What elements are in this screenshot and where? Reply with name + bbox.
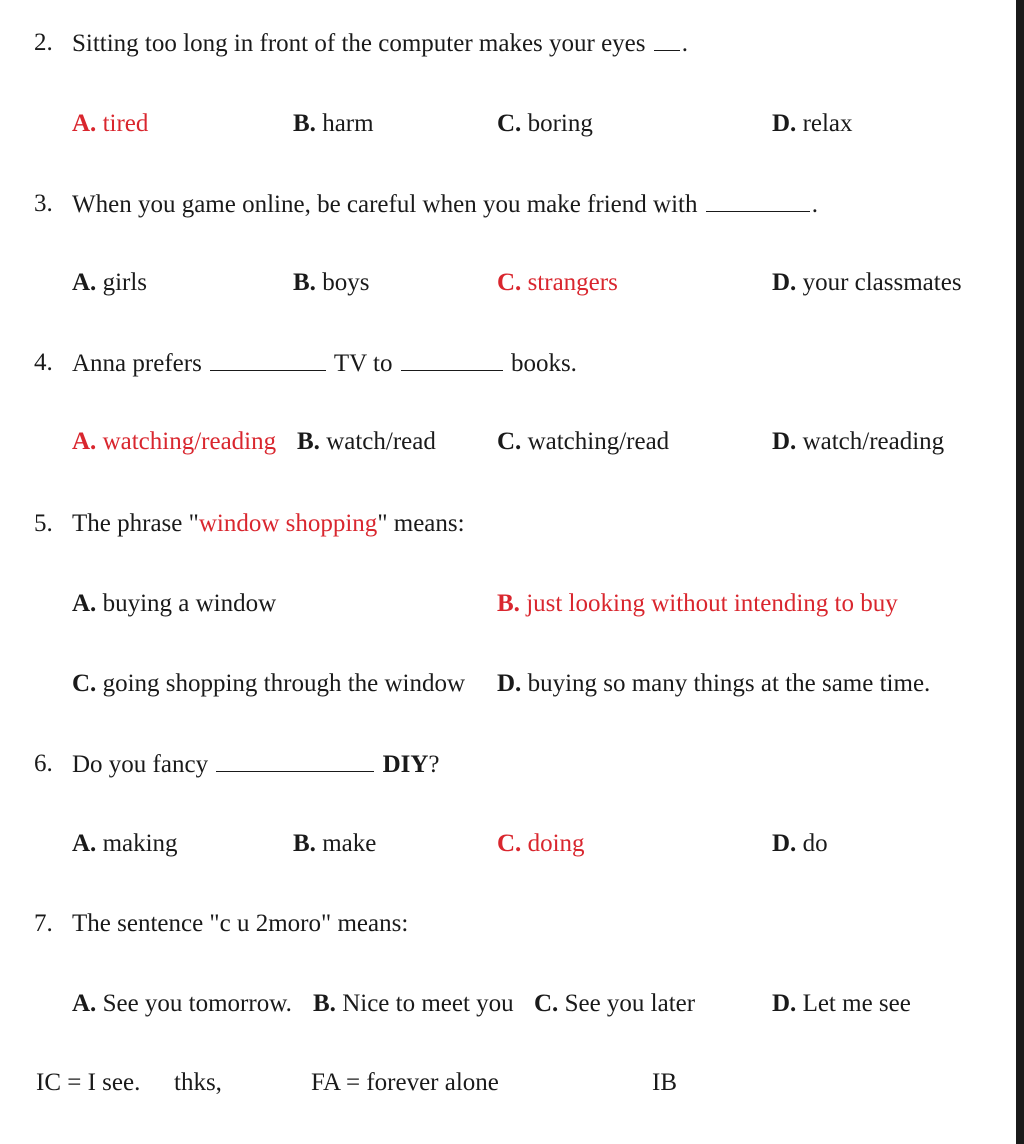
- question-text: Anna prefers TV to books.: [72, 350, 577, 377]
- option-a[interactable]: A. girls: [72, 269, 148, 296]
- option-a[interactable]: A. watching/reading: [72, 428, 277, 455]
- option-b[interactable]: B. boys: [293, 269, 370, 296]
- note-ib: IB: [652, 1069, 677, 1096]
- question-number: 5.: [34, 510, 53, 537]
- question-number: 3.: [34, 190, 53, 217]
- option-b[interactable]: B. make: [293, 830, 377, 857]
- option-d[interactable]: D. your classmates: [772, 269, 962, 296]
- option-d[interactable]: D. buying so many things at the same time.: [497, 670, 931, 697]
- answer-blank-2: [401, 348, 503, 371]
- option-d[interactable]: D. Let me see: [772, 990, 911, 1017]
- question-number: 6.: [34, 750, 53, 777]
- option-b[interactable]: B. harm: [293, 110, 374, 137]
- option-b[interactable]: B. watch/read: [297, 428, 436, 455]
- option-d[interactable]: D. do: [772, 830, 828, 857]
- question-text: The sentence "c u 2moro" means:: [72, 910, 409, 937]
- option-c[interactable]: C. See you later: [534, 990, 696, 1017]
- note-thks: thks,: [174, 1069, 222, 1096]
- highlighted-phrase: window shopping: [198, 510, 378, 537]
- note-ic: IC = I see.: [36, 1069, 141, 1096]
- note-fa: FA = forever alone: [311, 1069, 499, 1096]
- question-number: 4.: [34, 349, 53, 376]
- option-c[interactable]: C. going shopping through the window: [72, 670, 466, 697]
- option-c[interactable]: C. doing: [497, 830, 585, 857]
- option-b[interactable]: B. just looking without intending to buy: [497, 590, 898, 617]
- question-number: 2.: [34, 29, 53, 56]
- option-c[interactable]: C. boring: [497, 110, 593, 137]
- question-text: Do you fancy DIY?: [72, 751, 440, 778]
- answer-blank: [216, 749, 374, 772]
- option-b[interactable]: B. Nice to meet you: [313, 990, 514, 1017]
- question-number: 7.: [34, 910, 53, 937]
- option-a[interactable]: A. buying a window: [72, 590, 277, 617]
- question-text: The phrase "window shopping" means:: [72, 510, 465, 537]
- answer-blank: [706, 189, 810, 212]
- option-a[interactable]: A. tired: [72, 110, 149, 137]
- option-d[interactable]: D. watch/reading: [772, 428, 945, 455]
- question-text: Sitting too long in front of the computer makes your eyes .: [72, 30, 689, 57]
- option-d[interactable]: D. relax: [772, 110, 853, 137]
- option-a[interactable]: A. See you tomorrow.: [72, 990, 292, 1017]
- option-c[interactable]: C. strangers: [497, 269, 618, 296]
- answer-blank-1: [210, 348, 326, 371]
- answer-blank: [654, 28, 680, 51]
- question-text: When you game online, be careful when you make friend with .: [72, 191, 818, 218]
- option-a[interactable]: A. making: [72, 830, 178, 857]
- option-c[interactable]: C. watching/read: [497, 428, 670, 455]
